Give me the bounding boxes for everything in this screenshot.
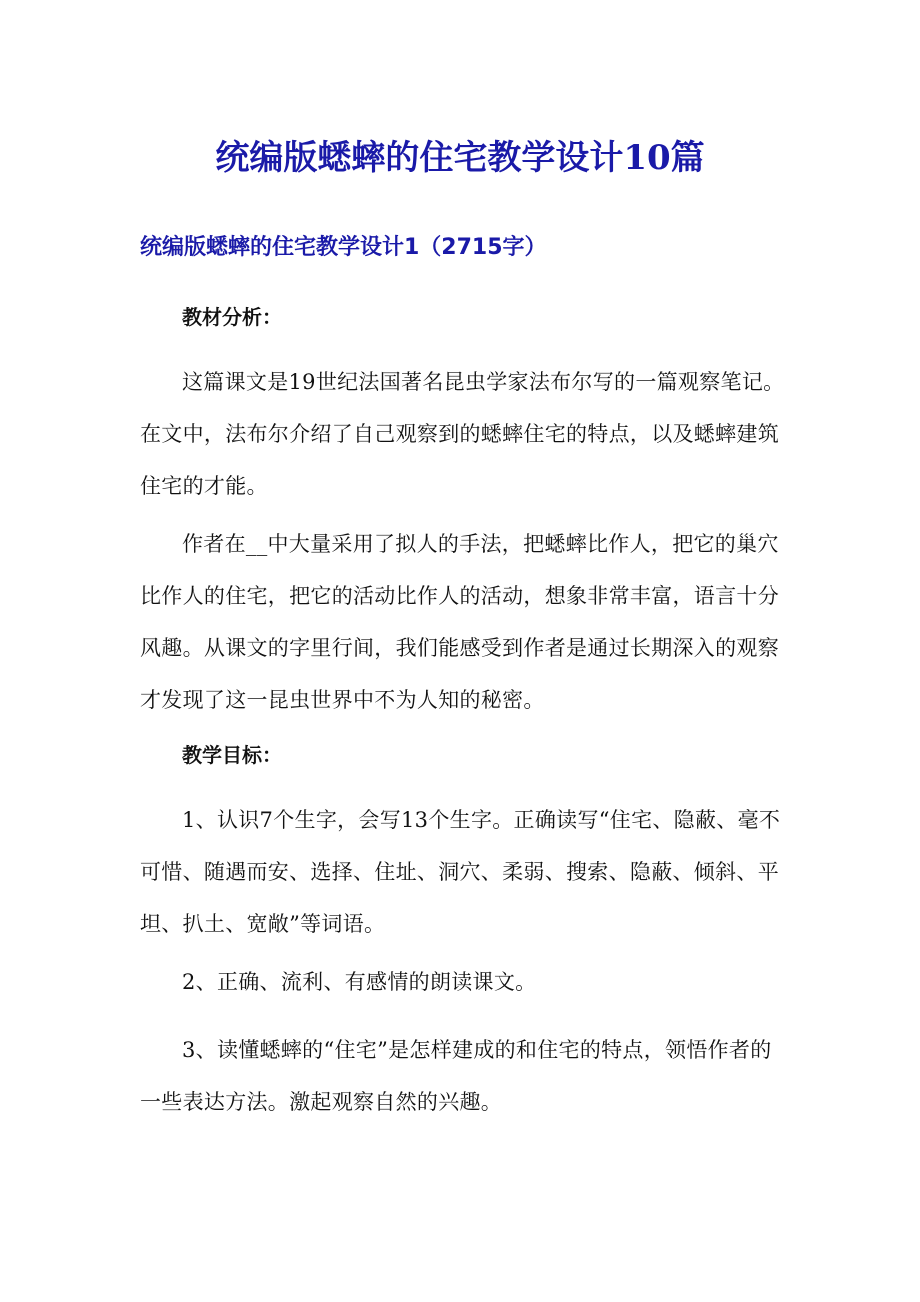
goal-item-3: 3、读懂蟋蟀的“住宅”是怎样建成的和住宅的特点，领悟作者的一些表达方法。激起观察自然的兴趣。 (140, 1038, 772, 1114)
analysis-paragraph-1: 这篇课文是19世纪法国著名昆虫学家法布尔写的一篇观察笔记。在文中，法布尔介绍了自己观察到的蟋蟀住宅的特点，以及蟋蟀建筑住宅的才能。 (140, 370, 785, 498)
analysis-paragraph-2: 作者在__中大量采用了拟人的手法，把蟋蟀比作人，把它的巢穴比作人的住宅，把它的活动比作人的活动，想象非常丰富，语言十分风趣。从课文的字里行间，我们能感受到作者是通过长期深入的观察才发现了这一昆虫世界中不为人知的秘密。 (140, 532, 779, 712)
goal-item-1: 1、认识7个生字，会写13个生字。正确读写“住宅、隐蔽、毫不可惜、随遇而安、选择、住址、洞穴、柔弱、搜索、隐蔽、倾斜、平坦、扒土、宽敞”等词语。 (140, 808, 781, 936)
analysis-heading: 教材分析： (182, 305, 282, 329)
document-title: 统编版蟋蟀的住宅教学设计10篇 (215, 138, 705, 178)
section-title: 统编版蟋蟀的住宅教学设计1（2715字） (140, 235, 547, 260)
goals-heading: 教学目标： (182, 743, 282, 767)
goal-item-2: 2、正确、流利、有感情的朗读课文。 (182, 970, 537, 994)
